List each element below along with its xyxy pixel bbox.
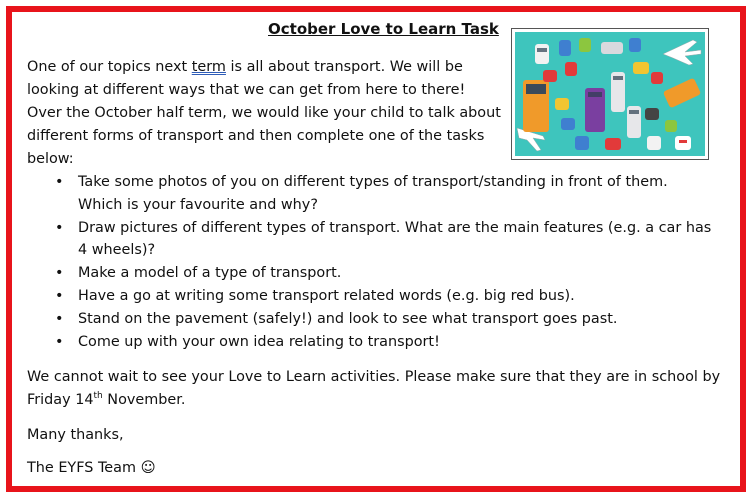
intro-line-5: below: xyxy=(27,151,74,167)
task-text: 4 wheels)? xyxy=(78,242,156,259)
intro-line-2: looking at different ways that we can get from here to there! xyxy=(27,82,466,98)
task-text: Make a model of a type of transport. xyxy=(78,265,342,282)
intro-line-4: different forms of transport and then complete one of the tasks xyxy=(27,128,485,144)
intro-term: term xyxy=(191,59,226,75)
task-text: Which is your favourite and why? xyxy=(78,196,318,213)
intro-text: One of our topics next xyxy=(27,59,192,75)
date-suffix: th xyxy=(93,391,103,402)
task-text: Draw pictures of different types of transport. What are the main features (e.g. a car has xyxy=(78,219,712,236)
signature: The EYFS Team ☺ xyxy=(27,460,156,476)
intro-line-3: Over the October half term, we would like your child to talk about xyxy=(27,105,501,121)
task-item xyxy=(27,217,711,263)
closing-text: November. xyxy=(102,392,186,408)
closing-line-2 xyxy=(27,389,185,412)
task-item xyxy=(27,331,711,354)
transport-traffic-image xyxy=(515,32,705,156)
closing-text: Friday 14 xyxy=(27,392,94,408)
task-text: Come up with your own idea relating to transport! xyxy=(78,333,440,350)
task-text: Have a go at writing some transport related words (e.g. big red bus). xyxy=(78,287,575,304)
task-text: Take some photos of you on different types of transport/standing in front of them. xyxy=(78,174,668,190)
task-list xyxy=(27,171,711,353)
task-item xyxy=(27,171,711,217)
signoff: Many thanks, xyxy=(27,427,124,443)
task-item xyxy=(27,285,711,308)
transport-illustration xyxy=(511,28,709,160)
closing-line-1: We cannot wait to see your Love to Learn activities. Please make sure that they are in school by xyxy=(27,369,721,385)
intro-text: is all about transport. We will be xyxy=(225,59,463,75)
document-title: October Love to Learn Task xyxy=(268,20,499,38)
task-item xyxy=(27,308,711,331)
task-item xyxy=(27,262,711,285)
task-text: Stand on the pavement (safely!) and look to see what transport goes past. xyxy=(78,310,618,327)
intro-line-1 xyxy=(27,56,463,79)
